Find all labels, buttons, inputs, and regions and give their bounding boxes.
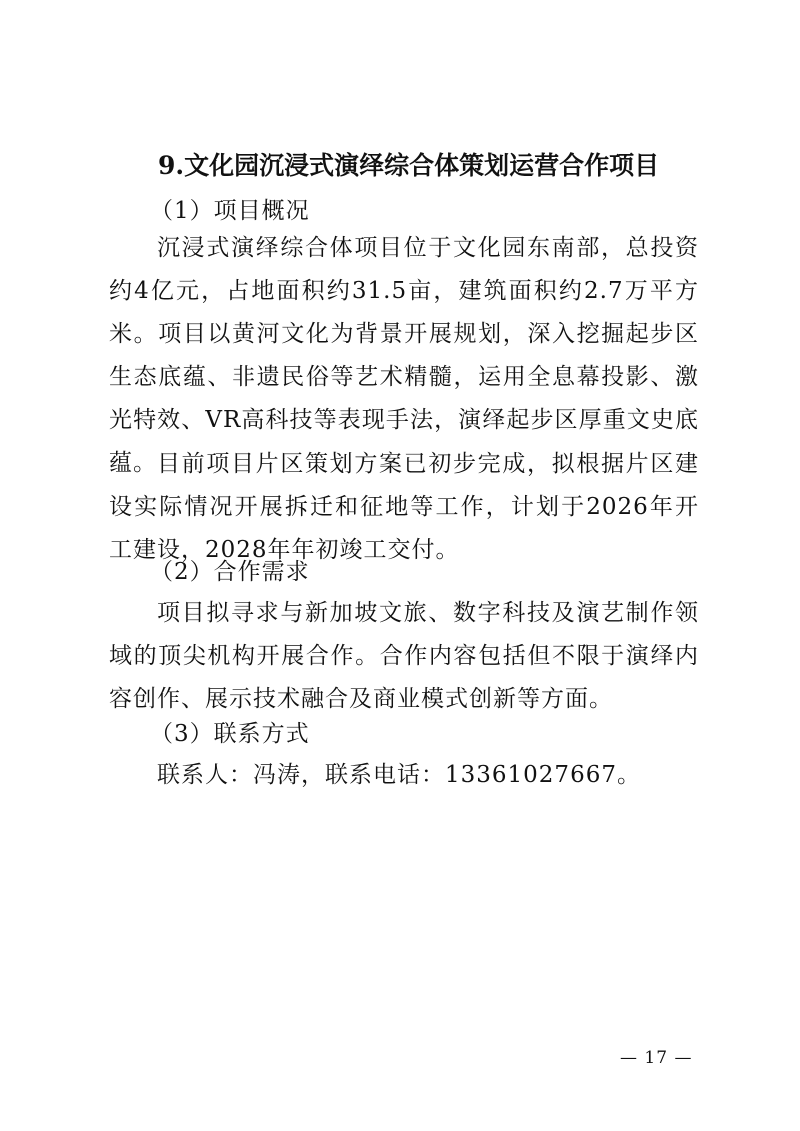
- document-title: 9.文化园沉浸式演绎综合体策划运营合作项目: [158, 151, 660, 180]
- paragraph-contact-1: 联系人：冯涛，联系电话：13361027667。: [157, 762, 641, 788]
- page-number: — 17 —: [620, 1048, 693, 1068]
- paragraph-overview-1: 沉浸式演绎综合体项目位于文化园东南部，总投资约4亿元，占地面积约31.5亩，建筑面积约2.7万平方米。项目以黄河文化为背景开展规划，深入挖掘起步区生态底蕴、非遗民俗等艺术精髓，运用全息幕投影、激光特效、VR高科技等表现手法，演绎起步区厚重文史底蕴。: [109, 235, 699, 476]
- section-heading-overview: （1）项目概况: [150, 198, 310, 224]
- paragraph-cooperation-1: 项目拟寻求与新加坡文旅、数字科技及演艺制作领域的顶尖机构开展合作。合作内容包括但不限于演绎内容创作、展示技术融合及商业模式创新等方面。: [109, 600, 699, 712]
- paragraph-overview-2: 目前项目片区策划方案已初步完成，拟根据片区建设实际情况开展拆迁和征地等工作，计划于2026年开工建设，2028年年初竣工交付。: [109, 451, 699, 563]
- section-heading-cooperation: （2）合作需求: [150, 559, 310, 585]
- section-heading-contact: （3）联系方式: [150, 721, 310, 747]
